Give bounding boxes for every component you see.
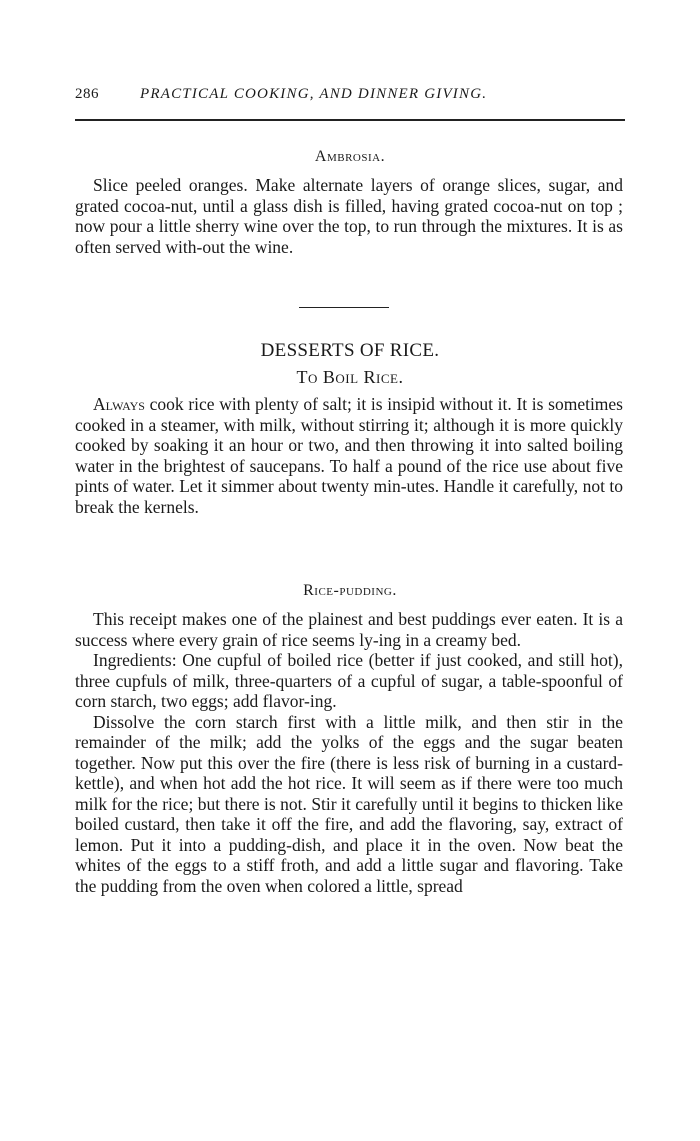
header-rule [75, 119, 625, 121]
chapter-title: DESSERTS OF RICE. [260, 340, 440, 361]
section-title-rice-pudding: Rice-pudding. [303, 582, 397, 599]
ambrosia-body [75, 175, 623, 257]
paragraph: This receipt makes one of the plainest and best puddings ever eaten. It is a success where every grain of rice seems ly-ing in a creamy bed. [75, 609, 623, 650]
lead-word: Always [93, 394, 145, 414]
paragraph: Slice peeled oranges. Make alternate layers of orange slices, sugar, and grated cocoa-nut, until a glass dish is filled, having grated cocoa-nut on top ; now pour a little sherry wine over the top, to run through the mixtures. It is as often served with-out the wine. [75, 175, 623, 257]
section-title-boil-rice: To Boil Rice. [296, 367, 404, 387]
paragraph: Dissolve the corn starch first with a little milk, and then stir in the remainder of the milk; add the yolks of the eggs and the sugar beaten together. Now put this over the fire (there is less risk of burning in a custard-kettle), and when hot add the hot rice. It will seem as if there were too much milk for the rice; but there is not. Stir it carefully until it begins to thicken like boiled custard, then take it off the fire, and add the flavoring, say, extract of lemon. Put it into a pudding-dish, and place it in the oven. Now beat the whites of the eggs to a stiff froth, and add a little sugar and flavoring. Take the pudding from the oven when colored a little, spread [75, 711, 623, 896]
running-title: PRACTICAL COOKING, AND DINNER GIVING. [140, 86, 488, 102]
page-number: 286 [75, 86, 99, 102]
rice-pudding-body [75, 609, 623, 896]
paragraph: Ingredients: One cupful of boiled rice (better if just cooked, and still hot), three cupfuls of milk, three-quarters of a cupful of sugar, a table-spoonful of corn starch, two eggs; add flavor-ing. [75, 650, 623, 711]
section-title-ambrosia: Ambrosia. [314, 148, 386, 165]
paragraph-text: cook rice with plenty of salt; it is insipid without it. It is sometimes cooked in a steamer, with milk, without stirring it; although it is more quickly cooked by soaking it an hour or two, and then throwing it into salted boiling water in the brightest of saucepans. To half a pound of the rice use about five pints of water. Let it simmer about twenty min-utes. Handle it carefully, not to break the kernels. [75, 394, 623, 517]
boil-rice-body [75, 394, 623, 517]
section-divider [299, 307, 389, 308]
paragraph [75, 394, 623, 517]
